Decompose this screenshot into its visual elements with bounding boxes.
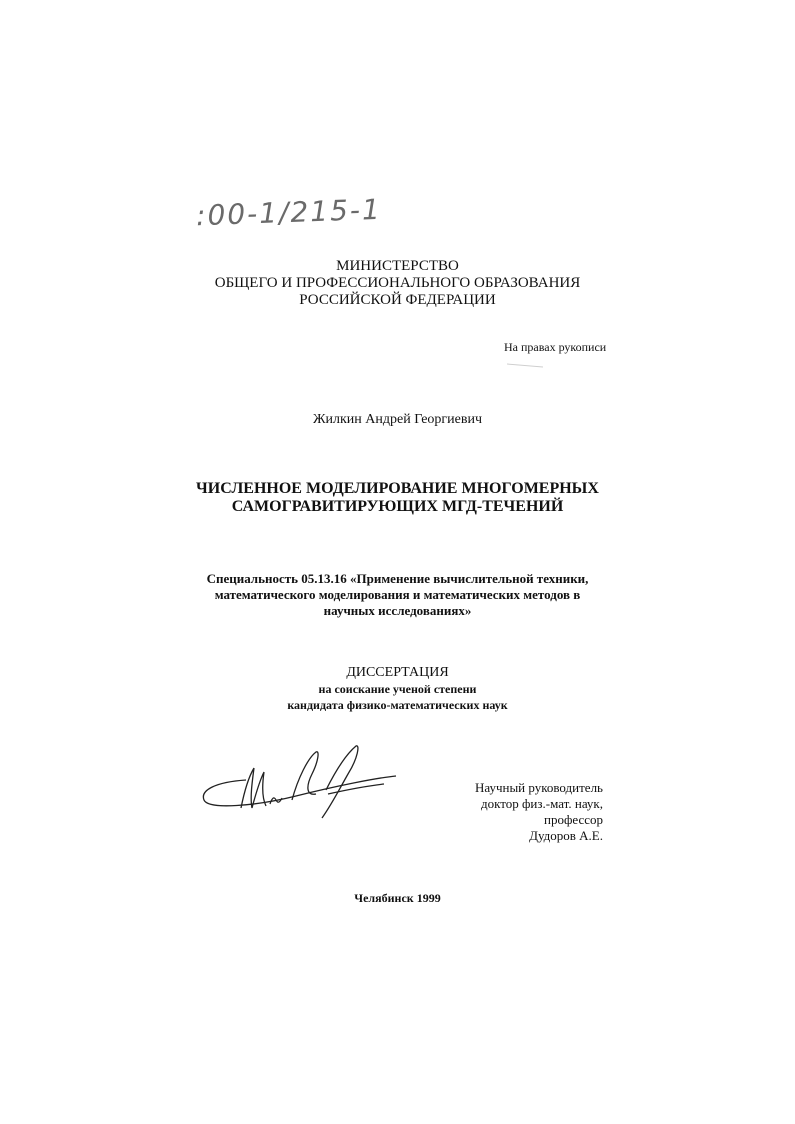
ministry-line-2: ОБЩЕГО И ПРОФЕССИОНАЛЬНОГО ОБРАЗОВАНИЯ (214, 275, 581, 291)
advisor-block (475, 780, 603, 844)
dissertation-label: ДИССЕРТАЦИЯ (346, 665, 449, 680)
advisor-rank: профессор (543, 812, 603, 827)
title-line-1: ЧИСЛЕННОЕ МОДЕЛИРОВАНИЕ МНОГОМЕРНЫХ (196, 480, 599, 497)
city-year: Челябинск 1999 (354, 891, 441, 905)
specialty-line-1: Специальность 05.13.16 «Применение вычислительной техники, (206, 571, 589, 586)
ministry-header (0, 258, 795, 309)
pencil-mark (505, 360, 545, 370)
dissertation-block (0, 665, 795, 713)
advisor-name: Дудоров А.Е. (529, 828, 603, 843)
specialty-line-3: научных исследованиях» (323, 603, 472, 618)
archive-number-handwritten: :00-1/215-1 (195, 192, 383, 233)
dissertation-title (0, 480, 795, 516)
rights-note: На правах рукописи (504, 340, 607, 354)
specialty-line-2: математического моделирования и математических методов в (214, 587, 581, 602)
dissertation-line-2: на соискание ученой степени (318, 682, 477, 696)
advisor-degree: доктор физ.-мат. наук, (480, 796, 603, 811)
dissertation-line-3: кандидата физико-математических наук (287, 698, 508, 712)
ministry-line-3: РОССИЙСКОЙ ФЕДЕРАЦИИ (299, 292, 496, 308)
title-line-2: САМОГРАВИТИРУЮЩИХ МГД-ТЕЧЕНИЙ (231, 498, 564, 515)
ministry-line-1: МИНИСТЕРСТВО (336, 258, 459, 274)
advisor-role: Научный руководитель (474, 780, 603, 795)
specialty-block (0, 571, 795, 619)
author-name: Жилкин Андрей Георгиевич (312, 412, 483, 427)
handwritten-signature (196, 738, 406, 828)
